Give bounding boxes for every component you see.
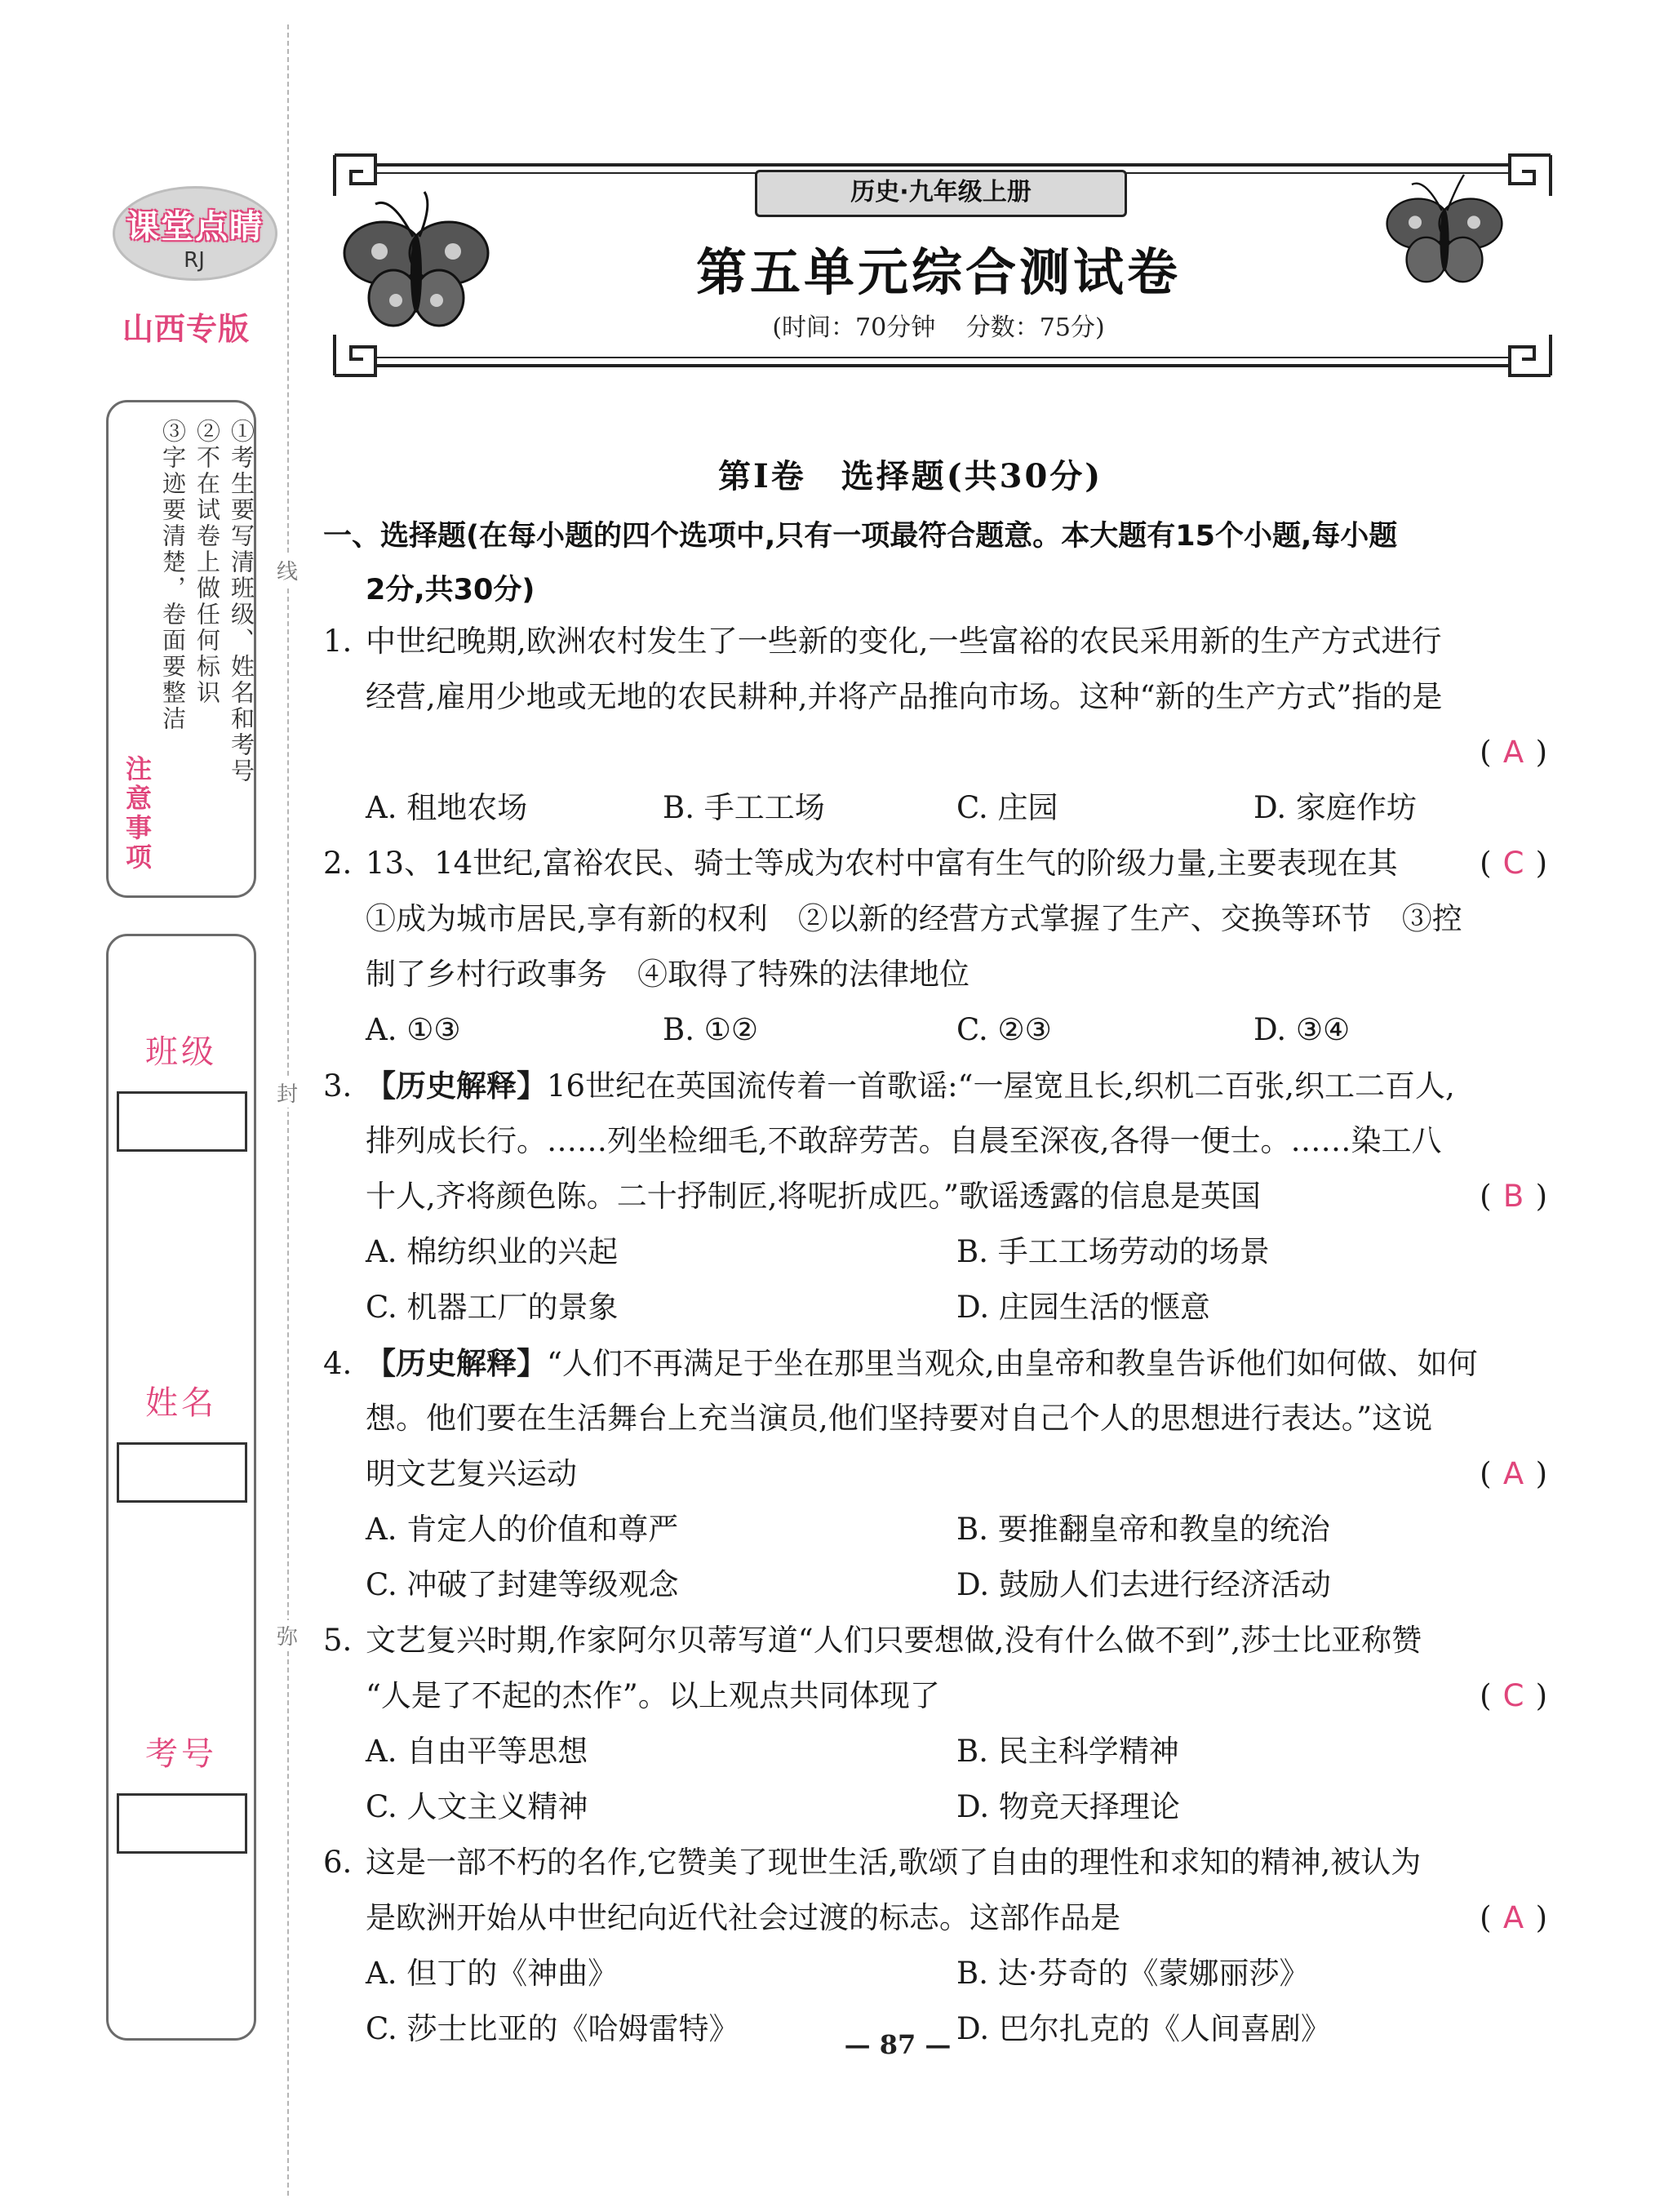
question-6 (323, 1835, 1564, 2057)
class-field[interactable] (117, 1091, 247, 1152)
section-instructions (323, 509, 1555, 617)
option: A. 肯定人的价值和尊严 (366, 1512, 679, 1547)
answer-bracket: ( A ) (1480, 725, 1547, 780)
options-row (323, 1502, 1564, 1557)
instructions-line: 一、选择题(在每小题的四个选项中,只有一项最符合题意。本大题有15个小题,每小题 (323, 520, 1398, 553)
page-number: — 87 — (844, 2029, 952, 2060)
option: C. 机器工厂的景象 (366, 1290, 619, 1325)
options-row (323, 1557, 1564, 1613)
question-text: 十人,齐将颜色陈。二十抒制匠,将呢折成匹。”歌谣透露的信息是英国 (366, 1179, 1261, 1214)
answer-bracket: ( A ) (1480, 1446, 1547, 1502)
option: B. 手工工场 (663, 790, 825, 825)
question-text: 制了乡村行政事务 ④取得了特殊的法律地位 (366, 957, 969, 992)
question-number: 3. (323, 1068, 353, 1104)
question-source-tag: 【历史解释】 (366, 1345, 547, 1381)
option: D. 庄园生活的惬意 (956, 1290, 1210, 1325)
logo-sub: RJ (184, 248, 205, 273)
option: D. 巴尔扎克的《人间喜剧》 (956, 2011, 1331, 2046)
options-row (323, 1946, 1564, 2001)
exam-time: (时间：70分钟 (772, 313, 936, 342)
option: C. 人文主义精神 (366, 1789, 588, 1824)
option: B. 达·芬奇的《蒙娜丽莎》 (956, 1956, 1310, 1991)
question-source-tag: 【历史解释】 (366, 1068, 547, 1104)
options-row (323, 1779, 1564, 1835)
edition-label: 山西专版 (122, 311, 251, 347)
question-text: 文艺复兴时期,作家阿尔贝蒂写道“人们只要想做,没有什么做不到”,莎士比亚称赞 (366, 1623, 1422, 1658)
option: A. 但丁的《神曲》 (366, 1956, 619, 1991)
answer-bracket: ( C ) (1480, 836, 1547, 891)
answer-bracket: ( A ) (1480, 1890, 1547, 1946)
notes-list (156, 419, 259, 881)
options-row (323, 1280, 1564, 1335)
name-label: 姓名 (145, 1384, 217, 1422)
instructions-line: 2分,共30分) (366, 574, 535, 606)
question-text: “人们不再满足于坐在那里当观众,由皇帝和教皇告诉他们如何做、如何 (547, 1346, 1478, 1381)
exam-number-label: 考号 (145, 1735, 217, 1773)
question-1 (323, 614, 1564, 836)
question-text: 是欧洲开始从中世纪向近代社会过渡的标志。这部作品是 (366, 1900, 1120, 1935)
answer-letter: A (1502, 735, 1524, 770)
brand-logo (113, 186, 276, 284)
option: B. 要推翻皇帝和教皇的统治 (956, 1512, 1330, 1547)
question-3 (323, 1058, 1564, 1335)
question-text: 想。他们要在生活舞台上充当演员,他们坚持要对自己个人的思想进行表达。”这说 (366, 1401, 1433, 1436)
answer-letter: C (1502, 846, 1524, 881)
option: D. ③④ (1253, 1012, 1351, 1047)
note-item: ②不在试卷上做任何标识 (193, 419, 221, 706)
answer-letter: A (1502, 1900, 1524, 1935)
cut-char: 封 (273, 1077, 302, 1108)
question-number: 1. (323, 624, 353, 659)
question-number: 5. (323, 1623, 353, 1658)
options-row (323, 780, 1564, 836)
exam-number-field[interactable] (117, 1793, 247, 1854)
question-text: ①成为城市居民,享有新的权利 ②以新的经营方式掌握了生产、交换等环节 ③控 (366, 901, 1462, 936)
question-text: 经营,雇用少地或无地的农民耕种,并将产品推向市场。这种“新的生产方式”指的是 (366, 679, 1443, 714)
question-text: 这是一部不朽的名作,它赞美了现世生活,歌颂了自由的理性和求知的精神,被认为 (366, 1845, 1422, 1880)
option: B. ①② (663, 1012, 759, 1047)
question-text: 16世纪在英国流传着一首歌谣:“一屋宽且长,织机二百张,织工二百人, (547, 1068, 1455, 1104)
question-text: 排列成长行。……列坐检细毛,不敢辞劳苦。自晨至深夜,各得一便士。……染工八 (366, 1123, 1442, 1158)
question-text: “人是了不起的杰作”。以上观点共同体现了 (366, 1678, 940, 1713)
option: A. 租地农场 (366, 790, 528, 825)
class-label: 班级 (145, 1033, 217, 1071)
student-info-box (106, 934, 256, 2041)
options-row (323, 1002, 1564, 1058)
option: C. ②③ (956, 1012, 1052, 1047)
exam-score: 分数：75分) (965, 313, 1105, 342)
answer-letter: C (1502, 1678, 1524, 1713)
question-number: 4. (323, 1346, 353, 1381)
option: C. 庄园 (956, 790, 1058, 825)
note-item: ③字迹要清楚，卷面要整洁 (159, 419, 187, 732)
option: C. 莎士比亚的《哈姆雷特》 (366, 2011, 739, 2046)
question-number: 2. (323, 846, 353, 881)
logo-text: 课堂点睛 (126, 208, 264, 246)
question-text: 中世纪晚期,欧洲农村发生了一些新的变化,一些富裕的农民采用新的生产方式进行 (366, 624, 1442, 659)
question-2 (323, 836, 1564, 1058)
exam-meta (653, 307, 1224, 343)
option: C. 冲破了封建等级观念 (366, 1567, 679, 1602)
answer-letter: B (1502, 1179, 1524, 1214)
question-4 (323, 1335, 1564, 1613)
option: D. 家庭作坊 (1253, 790, 1417, 825)
note-item: ①考生要写清班级、姓名和考号 (228, 419, 255, 784)
notes-title: 注意事项 (122, 755, 153, 873)
question-number: 6. (323, 1845, 353, 1880)
subject-tag: 历史·九年级上册 (755, 170, 1127, 217)
option: D. 物竞天择理论 (956, 1789, 1180, 1824)
question-text: 明文艺复兴运动 (366, 1456, 577, 1491)
option: B. 民主科学精神 (956, 1734, 1179, 1769)
answer-letter: A (1502, 1456, 1524, 1491)
cut-line (287, 24, 289, 2196)
section-title: 第Ⅰ卷 选择题(共30分) (718, 457, 1103, 495)
name-field[interactable] (117, 1442, 247, 1503)
question-text: 13、14世纪,富裕农民、骑士等成为农村中富有生气的阶级力量,主要表现在其 (366, 846, 1398, 881)
header-banner (326, 147, 1559, 384)
option: A. ①③ (366, 1012, 461, 1047)
cut-char: 弥 (273, 1620, 302, 1650)
answer-bracket: ( B ) (1480, 1169, 1547, 1224)
option: B. 手工工场劳动的场景 (956, 1234, 1270, 1269)
options-row (323, 1724, 1564, 1779)
question-5 (323, 1613, 1564, 1835)
option: A. 棉纺织业的兴起 (366, 1234, 619, 1269)
option: A. 自由平等思想 (366, 1734, 588, 1769)
option: D. 鼓励人们去进行经济活动 (956, 1567, 1331, 1602)
exam-title: 第五单元综合测试卷 (695, 242, 1181, 302)
answer-bracket: ( C ) (1480, 1668, 1547, 1724)
notes-box (106, 400, 256, 898)
cut-char: 线 (273, 555, 302, 585)
options-row (323, 1224, 1564, 1280)
